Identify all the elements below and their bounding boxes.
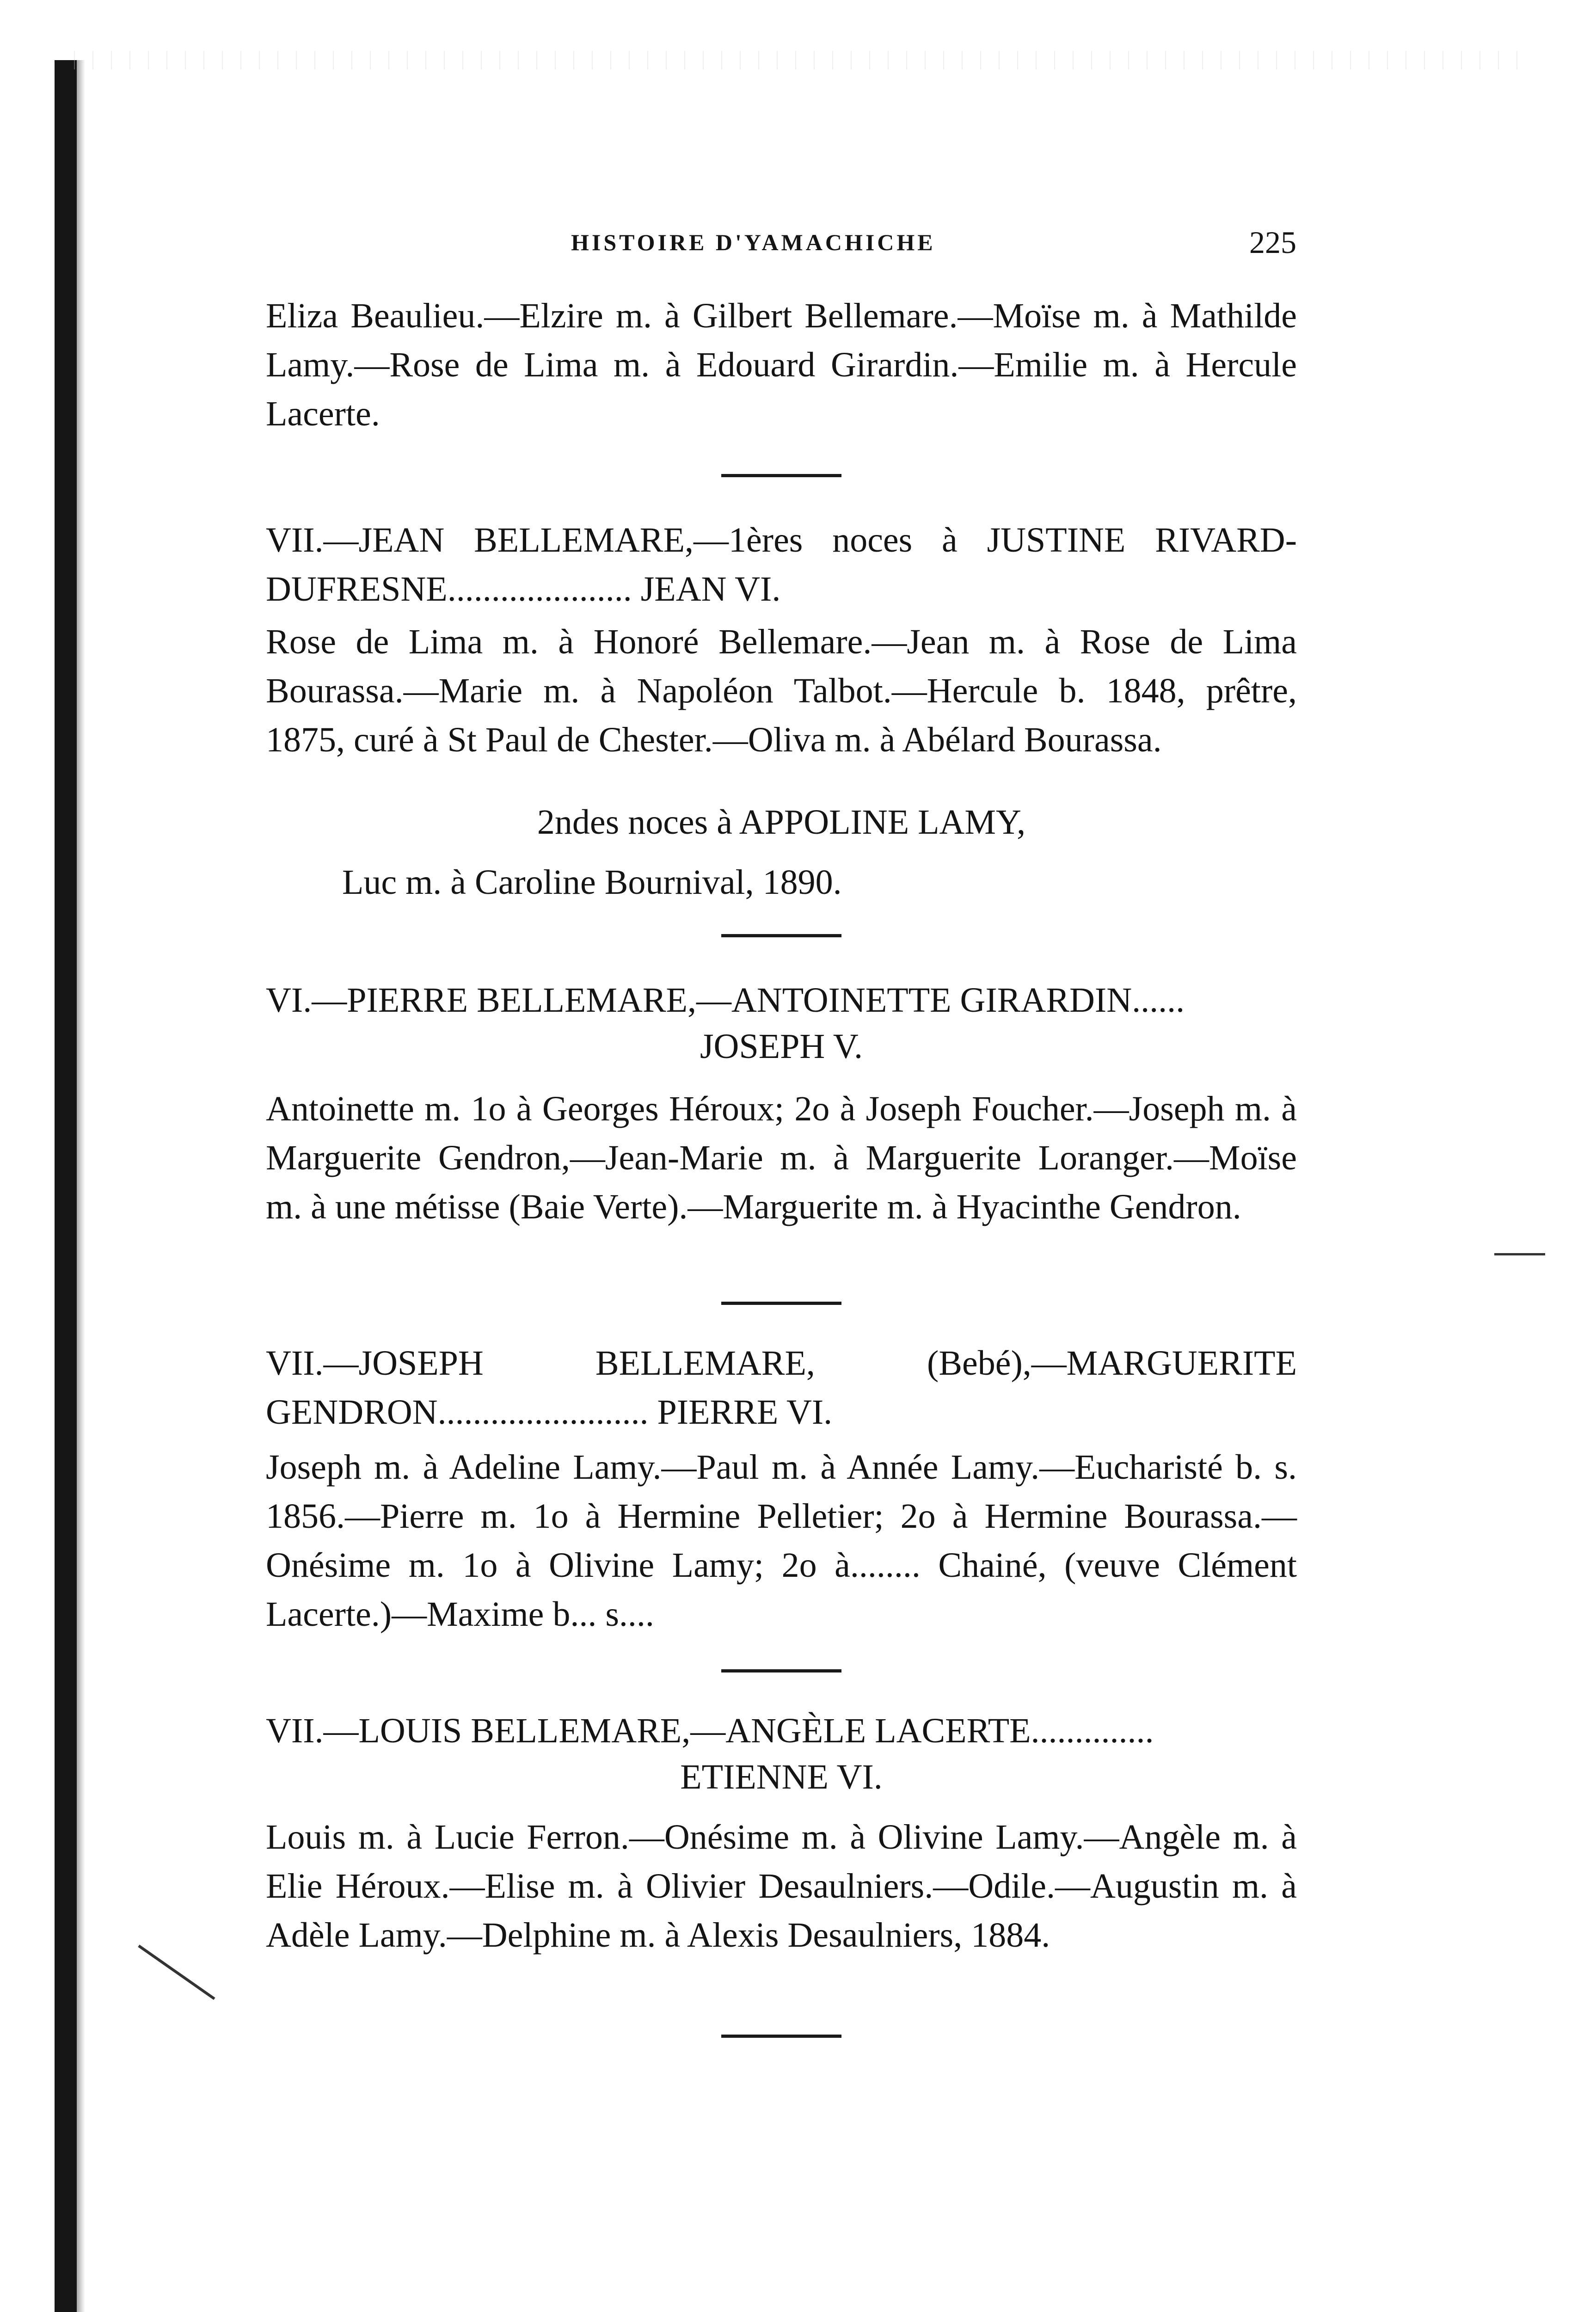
binding-shadow: [77, 60, 85, 2312]
pencil-mark: [138, 1945, 215, 2000]
entry-pierre-heading: VI.—PIERRE BELLEMARE,—ANTOINETTE GIRARDIN......: [266, 981, 1185, 1020]
entry-joseph-heading: VII.—JOSEPH BELLEMARE, (Bebé),—MARGUERITE GENDRON........................ PIERRE VI.: [266, 1344, 1297, 1432]
scan-noise-top: [74, 51, 1531, 69]
running-title: HISTOIRE D'YAMACHICHE: [571, 229, 936, 255]
margin-mark: [1494, 1253, 1545, 1255]
page-number: 225: [1249, 225, 1296, 260]
section-rule: [721, 1302, 841, 1305]
section-rule: [721, 1669, 841, 1673]
entry-jean-heading: VII.—JEAN BELLEMARE,—1ères noces à JUSTINE RIVARD-DUFRESNE..................... JEAN VI.: [266, 521, 1297, 609]
section-rule: [721, 474, 841, 477]
entry-pierre-parent: JOSEPH V.: [700, 1027, 863, 1066]
entry-joseph-children: Joseph m. à Adeline Lamy.—Paul m. à Année Lamy.—Eucharisté b. s. 1856.—Pierre m. 1o à Hermine Pelletier; 2o à Hermine Bourassa.—Onésime m. 1o à Olivine Lamy; 2o à........ Chainé, (veuve Clément Lacerte.)—Maxime b... s....: [266, 1448, 1297, 1634]
intro-paragraph: Eliza Beaulieu.—Elzire m. à Gilbert Bellemare.—Moïse m. à Mathilde Lamy.—Rose de Lima m. à Edouard Girardin.—Emilie m. à Hercule Lacerte.: [266, 296, 1297, 433]
entry-louis-heading: VII.—LOUIS BELLEMARE,—ANGÈLE LACERTE..............: [266, 1711, 1154, 1750]
entry-louis-children: Louis m. à Lucie Ferron.—Onésime m. à Olivine Lamy.—Angèle m. à Elie Héroux.—Elise m. à Olivier Desaulniers.—Odile.—Augustin m. à Adèle Lamy.—Delphine m. à Alexis Desaulniers, 1884.: [266, 1818, 1297, 1955]
entry-jean-children: Rose de Lima m. à Honoré Bellemare.—Jean m. à Rose de Lima Bourassa.—Marie m. à Napoléon Talbot.—Hercule b. 1848, prêtre, 1875, curé à St Paul de Chester.—Oliva m. à Abélard Bourassa.: [266, 622, 1297, 759]
entry-louis-parent: ETIENNE VI.: [680, 1758, 883, 1796]
section-rule: [721, 2035, 841, 2038]
entry-pierre-children: Antoinette m. 1o à Georges Héroux; 2o à Joseph Foucher.—Joseph m. à Marguerite Gendron,—Jean-Marie m. à Marguerite Loranger.—Moïse m. à une métisse (Baie Verte).—Marguerite m. à Hyacinthe Gendron.: [266, 1089, 1297, 1226]
book-binding-edge: [55, 60, 77, 2312]
entry-jean-second-children: Luc m. à Caroline Bournival, 1890.: [342, 863, 842, 902]
entry-jean-second-marriage: 2ndes noces à APPOLINE LAMY,: [537, 803, 1026, 842]
section-rule: [721, 934, 841, 937]
